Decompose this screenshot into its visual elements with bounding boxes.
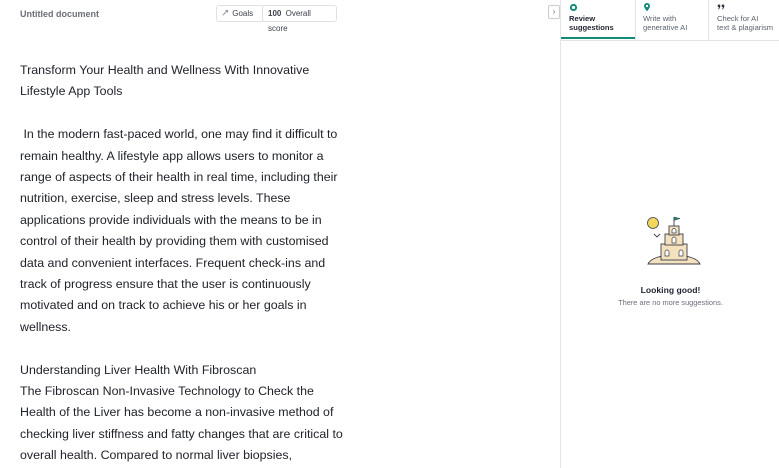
tab-label-line1: Check for AI xyxy=(717,14,759,23)
sandcastle-illustration xyxy=(645,212,703,272)
tab-label-line2: generative AI xyxy=(643,23,688,32)
tab-label-line1: Write with xyxy=(643,14,677,23)
paragraph[interactable]: In the modern fast-paced world, one may find it difficult to remain healthy. A lifestyle app allows users to monitor a range of aspects of their health in real time, including their nutrition, exercise, sleep and stress levels. These applications provide individuals with the means to be in control of their health by providing them with customised data and convenient interfaces. Frequent check-ins and track of progress ensure that the user is continuously motivated and on track to achieve his or her goals in wellness. xyxy=(20,127,341,334)
suggestions-icon xyxy=(569,3,579,13)
active-tab-indicator xyxy=(561,37,635,39)
tab-write-generative-ai[interactable] xyxy=(643,0,709,40)
overall-score-button[interactable] xyxy=(262,5,337,33)
paragraph[interactable]: Transform Your Health and Wellness With Innovative Lifestyle App Tools xyxy=(20,63,310,99)
document-title[interactable]: Untitled document xyxy=(20,9,99,19)
tab-label-line1: Review xyxy=(569,14,596,23)
empty-state-title: Looking good! xyxy=(640,285,701,295)
sidebar-tabs xyxy=(561,0,779,41)
tab-label-line2: suggestions xyxy=(569,23,614,32)
tab-check-ai-plagiarism[interactable] xyxy=(717,0,779,40)
tab-review-suggestions[interactable] xyxy=(569,0,635,40)
empty-state-subtitle: There are no more suggestions. xyxy=(618,298,723,307)
goals-label: Goals xyxy=(232,9,254,18)
tab-divider xyxy=(635,0,636,40)
goals-icon xyxy=(222,6,230,21)
tab-label-line2: text & plagiarism xyxy=(717,23,774,32)
paragraph[interactable]: The Fibroscan Non-Invasive Technology to Check the Health of the Liver has become a non-invasive method of checking liver stiffness and fatty changes that are critical to overall health. Compared to normal liver biopsies, xyxy=(20,384,343,463)
collapse-sidebar-button[interactable]: › xyxy=(548,5,560,19)
tab-divider xyxy=(708,0,709,40)
assistant-sidebar xyxy=(560,0,779,468)
goals-button[interactable] xyxy=(216,5,265,22)
paragraph[interactable]: Understanding Liver Health With Fibroscan xyxy=(20,362,257,377)
location-pin-icon xyxy=(643,3,653,13)
quote-icon xyxy=(717,3,727,13)
score-label: Overall score xyxy=(268,9,311,33)
score-value: 100 xyxy=(268,9,282,18)
document-body[interactable] xyxy=(20,60,350,467)
